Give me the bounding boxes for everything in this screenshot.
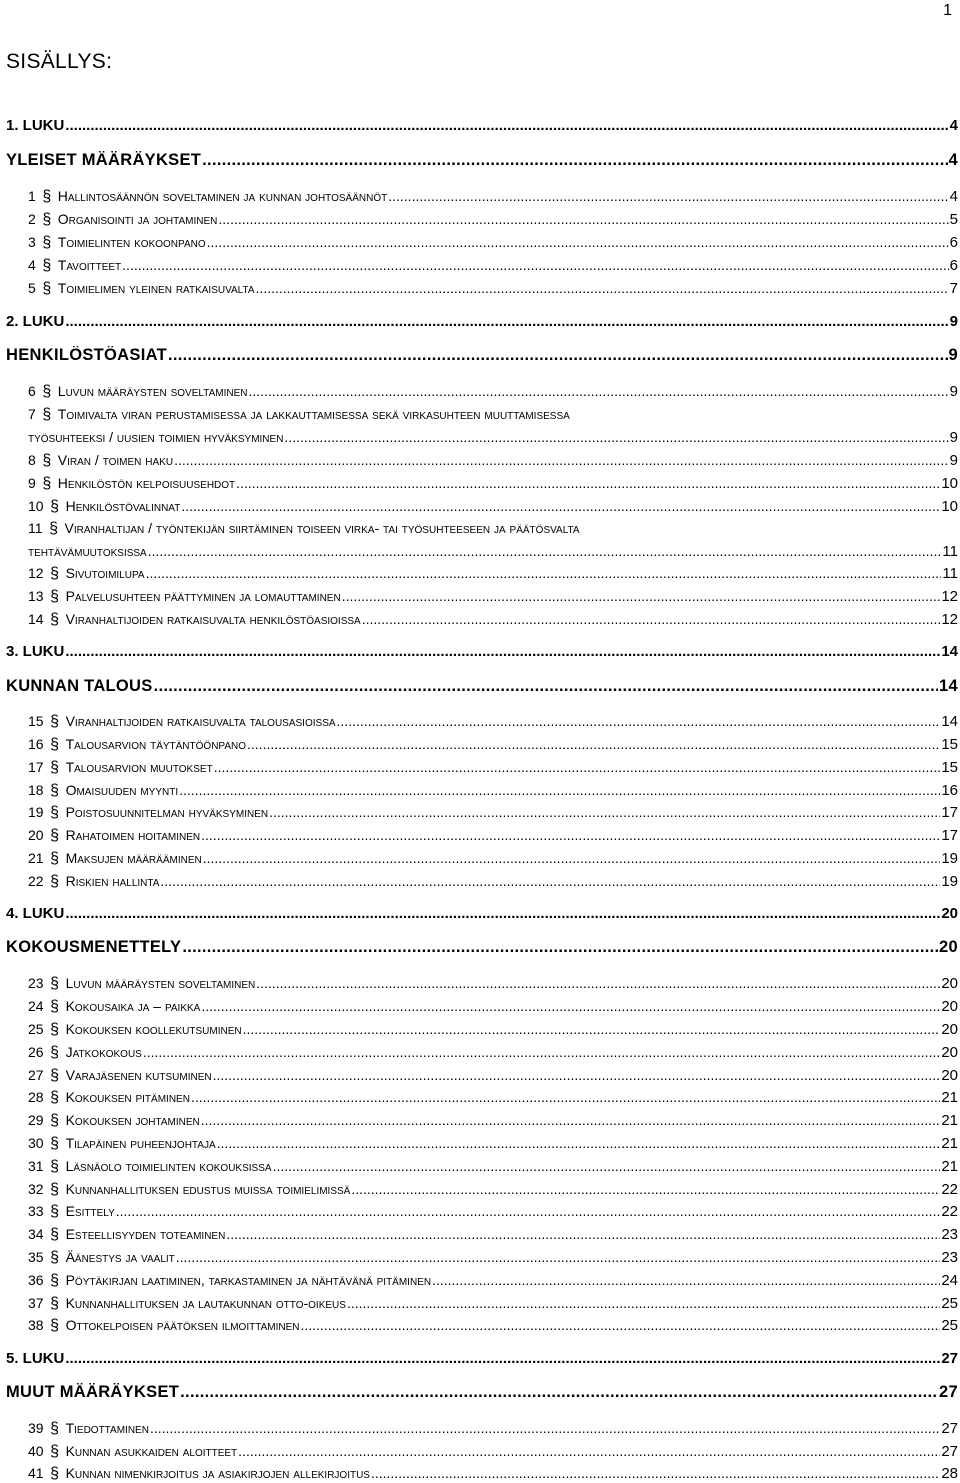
toc-entry[interactable] <box>28 428 958 447</box>
entry-page-number: 17 <box>941 827 958 844</box>
entry-title: Palvelusuhteen päättyminen ja lomauttaminen <box>65 588 341 604</box>
toc-entry[interactable] <box>28 1225 958 1244</box>
section-symbol: § <box>42 406 52 423</box>
entry-page-number: 21 <box>941 1112 958 1129</box>
section-symbol: § <box>50 1067 60 1084</box>
section-symbol: § <box>50 1317 60 1334</box>
entry-page-number: 10 <box>941 498 958 515</box>
section-number: 40 <box>28 1443 44 1459</box>
section-number: 37 <box>28 1295 44 1311</box>
section-symbol: § <box>42 475 52 492</box>
toc-entry[interactable] <box>28 256 958 275</box>
entry-title: 2. LUKU <box>6 313 65 330</box>
entry-title: Henkilöstövalinnat <box>65 498 181 514</box>
dot-leader <box>148 542 942 560</box>
entry-page-number: 16 <box>941 782 958 799</box>
entry-title: Omaisuuden myynti <box>65 782 179 798</box>
entry-page-number: 20 <box>941 905 958 922</box>
dot-leader <box>284 428 948 446</box>
dot-leader <box>179 781 940 799</box>
section-symbol: § <box>50 1443 60 1460</box>
entry-page-number: 20 <box>941 1044 958 1061</box>
entry-title: Kunnanhallituksen ja lautakunnan otto-oikeus <box>65 1295 346 1311</box>
toc-entry[interactable] <box>28 233 958 252</box>
section-symbol: § <box>50 1465 60 1482</box>
entry-title: Maksujen määrääminen <box>65 850 202 866</box>
section-number: 20 <box>28 827 44 843</box>
entry-title: Pöytäkirjan laatiminen, tarkastaminen ja nähtävänä pitäminen <box>65 1272 432 1288</box>
section-symbol: § <box>50 975 60 992</box>
toc-entry[interactable] <box>28 758 958 777</box>
entry-title: Henkilöstön kelpoisuusehdot <box>57 475 236 491</box>
toc-entry[interactable] <box>6 346 958 364</box>
toc-entry[interactable] <box>28 712 958 731</box>
entry-title: Toimielinten kokoonpano <box>57 234 206 250</box>
section-symbol: § <box>50 565 60 582</box>
entry-page-number: 7 <box>949 280 958 297</box>
section-symbol: § <box>50 1249 60 1266</box>
section-symbol: § <box>42 257 52 274</box>
section-symbol: § <box>50 998 60 1015</box>
section-symbol: § <box>50 1044 60 1061</box>
section-symbol: § <box>50 782 60 799</box>
entry-title: Viranhaltijan / työntekijän siirtäminen toiseen virka- tai työsuhteeseen ja päätösvalta <box>64 520 580 536</box>
toc-entry[interactable] <box>28 826 958 845</box>
entry-page-number: 12 <box>941 611 958 628</box>
section-symbol: § <box>42 280 52 297</box>
dot-leader <box>65 313 948 331</box>
section-number: 1 <box>28 188 36 204</box>
entry-page-number: 25 <box>941 1295 958 1312</box>
toc-entry[interactable] <box>28 1294 958 1313</box>
toc-heading: SISÄLLYS: <box>6 50 113 73</box>
dot-leader <box>347 1294 940 1312</box>
section-symbol: § <box>50 1021 60 1038</box>
entry-page-number: 12 <box>941 588 958 605</box>
entry-page-number: 23 <box>941 1226 958 1243</box>
section-number: 14 <box>28 611 44 627</box>
entry-page-number: 19 <box>941 850 958 867</box>
toc-entry[interactable] <box>28 997 958 1016</box>
section-number: 35 <box>28 1249 44 1265</box>
entry-title: Luvun määräysten soveltaminen <box>57 383 248 399</box>
entry-title: Esteellisyyden toteaminen <box>65 1226 226 1242</box>
entry-title: Hallintosäännön soveltaminen ja kunnan johtosäännöt <box>57 188 388 204</box>
entry-page-number: 14 <box>941 713 958 730</box>
toc-entry[interactable] <box>28 803 958 822</box>
section-number: 17 <box>28 759 44 775</box>
section-number: 28 <box>28 1089 44 1105</box>
section-number: 8 <box>28 452 36 468</box>
entry-title: Sivutoimilupa <box>65 565 145 581</box>
dot-leader <box>65 905 940 923</box>
entry-title: Äänestys ja vaalit <box>65 1249 175 1265</box>
dot-leader <box>182 938 938 956</box>
section-number: 7 <box>28 406 36 422</box>
entry-page-number: 15 <box>941 759 958 776</box>
dot-leader <box>300 1316 940 1334</box>
entry-title: Jatkokokous <box>65 1044 142 1060</box>
dot-leader <box>273 1157 941 1175</box>
dot-leader <box>116 1202 941 1220</box>
dot-leader <box>362 610 941 628</box>
entry-title: Organisointi ja johtaminen <box>57 211 218 227</box>
section-number: 9 <box>28 475 36 491</box>
section-symbol: § <box>42 211 52 228</box>
toc-entry[interactable] <box>28 1066 958 1085</box>
section-number: 32 <box>28 1181 44 1197</box>
section-symbol: § <box>50 827 60 844</box>
toc-entry[interactable] <box>6 151 958 169</box>
section-symbol: § <box>50 1112 60 1129</box>
section-symbol: § <box>50 1203 60 1220</box>
entry-title: Riskien hallinta <box>65 873 160 889</box>
entry-page-number: 9 <box>949 313 958 330</box>
dot-leader <box>256 974 940 992</box>
toc-entry[interactable] <box>28 1442 958 1461</box>
dot-leader <box>226 1225 940 1243</box>
entry-page-number: 14 <box>939 677 958 695</box>
section-number: 34 <box>28 1226 44 1242</box>
section-symbol: § <box>50 1158 60 1175</box>
dot-leader <box>213 1066 941 1084</box>
toc-entry[interactable] <box>28 1271 958 1290</box>
entry-title: Kunnan nimenkirjoitus ja asiakirjojen allekirjoitus <box>65 1465 370 1481</box>
section-number: 6 <box>28 383 36 399</box>
section-number: 33 <box>28 1203 44 1219</box>
toc-entry[interactable] <box>28 781 958 800</box>
entry-title: Varajäsenen kutsuminen <box>65 1067 212 1083</box>
dot-leader <box>191 1088 940 1106</box>
toc-entry[interactable] <box>6 938 958 956</box>
section-number: 26 <box>28 1044 44 1060</box>
section-symbol: § <box>50 1420 60 1437</box>
toc-entry[interactable] <box>6 1383 958 1401</box>
entry-title: 3. LUKU <box>6 643 65 660</box>
dot-leader <box>342 587 941 605</box>
entry-title: Talousarvion muutokset <box>65 759 213 775</box>
toc-entry[interactable] <box>28 1248 958 1267</box>
entry-title: YLEISET MÄÄRÄYKSET <box>6 151 202 169</box>
section-number: 29 <box>28 1112 44 1128</box>
toc-entry[interactable] <box>6 1350 958 1368</box>
toc-entry[interactable] <box>28 542 958 561</box>
section-number: 4 <box>28 257 36 273</box>
dot-leader <box>218 210 948 228</box>
entry-page-number: 20 <box>939 938 958 956</box>
page-number: 1 <box>943 2 952 19</box>
section-number: 11 <box>28 520 43 536</box>
entry-title: Toimielimen yleinen ratkaisuvalta <box>57 280 255 296</box>
entry-title: tehtävämuutoksissa <box>28 543 147 559</box>
toc-entry[interactable] <box>28 279 958 298</box>
section-symbol: § <box>50 1181 60 1198</box>
dot-leader <box>248 382 948 400</box>
toc-entry[interactable] <box>28 497 958 516</box>
section-number: 31 <box>28 1158 44 1174</box>
section-number: 25 <box>28 1021 44 1037</box>
entry-title: Kokouksen johtaminen <box>65 1112 200 1128</box>
dot-leader <box>203 849 941 867</box>
entry-title: Kunnan asukkaiden aloitteet <box>65 1443 238 1459</box>
section-number: 27 <box>28 1067 44 1083</box>
entry-page-number: 19 <box>941 873 958 890</box>
toc-entry[interactable] <box>28 1088 958 1107</box>
entry-page-number: 27 <box>941 1420 958 1437</box>
dot-leader <box>154 677 938 695</box>
entry-title: Viranhaltijoiden ratkaisuvalta henkilöstöasioissa <box>65 611 361 627</box>
entry-page-number: 21 <box>941 1158 958 1175</box>
section-symbol: § <box>50 759 60 776</box>
section-symbol: § <box>50 1089 60 1106</box>
toc-entry[interactable] <box>28 849 958 868</box>
entry-title: Ottokelpoisen päätöksen ilmoittaminen <box>65 1317 300 1333</box>
toc-entry[interactable] <box>28 210 958 229</box>
toc-entry[interactable] <box>28 1419 958 1438</box>
entry-page-number: 27 <box>939 1383 958 1401</box>
section-number: 38 <box>28 1317 44 1333</box>
toc-entry[interactable] <box>28 1464 958 1483</box>
entry-page-number: 23 <box>941 1249 958 1266</box>
entry-page-number: 4 <box>948 151 958 169</box>
entry-page-number: 14 <box>941 643 958 660</box>
entry-page-number: 28 <box>941 1465 958 1482</box>
dot-leader <box>146 564 942 582</box>
section-number: 21 <box>28 850 44 866</box>
section-symbol: § <box>50 611 60 628</box>
entry-title: 4. LUKU <box>6 905 65 922</box>
section-number: 5 <box>28 280 36 296</box>
section-number: 23 <box>28 975 44 991</box>
entry-page-number: 6 <box>949 234 958 251</box>
section-symbol: § <box>50 1295 60 1312</box>
entry-title: HENKILÖSTÖASIAT <box>6 346 167 364</box>
section-symbol: § <box>42 383 52 400</box>
section-number: 39 <box>28 1420 44 1436</box>
dot-leader <box>174 451 949 469</box>
section-number: 15 <box>28 713 44 729</box>
entry-page-number: 9 <box>949 429 958 446</box>
section-symbol: § <box>50 850 60 867</box>
entry-page-number: 22 <box>941 1203 958 1220</box>
entry-page-number: 21 <box>941 1089 958 1106</box>
dot-leader <box>160 872 940 890</box>
entry-page-number: 24 <box>941 1272 958 1289</box>
entry-title: Toimivalta viran perustamisessa ja lakkauttamisessa sekä virkasuhteen muuttamisessa <box>57 406 570 422</box>
entry-page-number: 9 <box>948 346 958 364</box>
toc-entry[interactable] <box>28 1316 958 1335</box>
section-symbol: § <box>50 1226 60 1243</box>
toc-entry[interactable] <box>28 974 958 993</box>
section-number: 10 <box>28 498 44 514</box>
dot-leader <box>388 187 948 205</box>
entry-page-number: 6 <box>949 257 958 274</box>
toc-entry[interactable] <box>6 117 958 135</box>
entry-page-number: 20 <box>941 975 958 992</box>
toc-entry[interactable] <box>6 643 958 661</box>
toc-entry[interactable] <box>28 474 958 493</box>
section-number: 41 <box>28 1465 44 1481</box>
entry-title: Kokouksen koollekutsuminen <box>65 1021 242 1037</box>
entry-page-number: 11 <box>942 543 958 560</box>
entry-title: Tiedottaminen <box>65 1420 149 1436</box>
entry-title: Läsnäolo toimielinten kokouksissa <box>65 1158 272 1174</box>
section-symbol: § <box>42 188 52 205</box>
entry-page-number: 15 <box>941 736 958 753</box>
entry-page-number: 21 <box>941 1135 958 1152</box>
dot-leader <box>180 1383 938 1401</box>
entry-page-number: 25 <box>941 1317 958 1334</box>
entry-page-number: 17 <box>941 804 958 821</box>
toc-entry[interactable] <box>28 382 958 401</box>
entry-title: Kokouksen pitäminen <box>65 1089 190 1105</box>
entry-title: Viranhaltijoiden ratkaisuvalta talousasioissa <box>65 713 336 729</box>
entry-title: Kunnanhallituksen edustus muissa toimielimissä <box>65 1181 351 1197</box>
entry-page-number: 22 <box>941 1181 958 1198</box>
toc-entry[interactable] <box>28 1157 958 1176</box>
section-number: 36 <box>28 1272 44 1288</box>
section-symbol: § <box>50 498 60 515</box>
entry-page-number: 4 <box>949 117 958 134</box>
toc-entry[interactable] <box>28 187 958 206</box>
entry-title: Kokousaika ja – paikka <box>65 998 201 1014</box>
toc-entry[interactable] <box>28 1111 958 1130</box>
toc-entry[interactable] <box>28 1020 958 1039</box>
section-number: 18 <box>28 782 44 798</box>
dot-leader <box>238 1442 940 1460</box>
entry-page-number: 27 <box>941 1443 958 1460</box>
section-symbol: § <box>50 1272 60 1289</box>
section-number: 22 <box>28 873 44 889</box>
toc-entry[interactable] <box>28 1043 958 1062</box>
dot-leader <box>168 346 948 364</box>
entry-title: Esittely <box>65 1203 115 1219</box>
dot-leader <box>214 758 941 776</box>
toc-entry[interactable] <box>28 1180 958 1199</box>
dot-leader <box>243 1020 941 1038</box>
entry-page-number: 11 <box>942 565 958 582</box>
toc-entry[interactable] <box>28 735 958 754</box>
entry-title: 1. LUKU <box>6 117 65 134</box>
entry-title: Talousarvion täytäntöönpano <box>65 736 247 752</box>
dot-leader <box>217 1134 941 1152</box>
entry-title: Viran / toimen haku <box>57 452 174 468</box>
dot-leader <box>176 1248 941 1266</box>
dot-leader <box>247 735 940 753</box>
entry-title: Tilapäinen puheenjohtaja <box>65 1135 216 1151</box>
dot-leader <box>337 712 941 730</box>
dot-leader <box>202 151 947 169</box>
entry-title: 5. LUKU <box>6 1350 65 1367</box>
toc-entry[interactable] <box>28 451 958 470</box>
entry-page-number: 5 <box>949 211 958 228</box>
entry-title: työsuhteeksi / uusien toimien hyväksyminen <box>28 429 284 445</box>
entry-title: Rahatoimen hoitaminen <box>65 827 201 843</box>
entry-title: Tavoitteet <box>57 257 122 273</box>
toc-entry[interactable] <box>6 313 958 331</box>
toc-entry[interactable] <box>6 677 958 695</box>
toc-entry[interactable] <box>28 405 958 424</box>
dot-leader <box>201 1111 941 1129</box>
dot-leader <box>181 497 940 515</box>
entry-page-number: 20 <box>941 1067 958 1084</box>
entry-title: Poistosuunnitelman hyväksyminen <box>65 804 269 820</box>
section-symbol: § <box>50 713 60 730</box>
dot-leader <box>371 1464 940 1482</box>
section-number: 24 <box>28 998 44 1014</box>
entry-page-number: 4 <box>949 188 958 205</box>
entry-page-number: 10 <box>941 475 958 492</box>
dot-leader <box>201 997 940 1015</box>
section-symbol: § <box>50 736 60 753</box>
section-number: 12 <box>28 565 44 581</box>
entry-page-number: 20 <box>941 998 958 1015</box>
entry-page-number: 20 <box>941 1021 958 1038</box>
toc-entry[interactable] <box>28 610 958 629</box>
entry-title: Luvun määräysten soveltaminen <box>65 975 256 991</box>
dot-leader <box>207 233 949 251</box>
section-number: 19 <box>28 804 44 820</box>
dot-leader <box>150 1419 940 1437</box>
section-symbol: § <box>50 588 60 605</box>
entry-title: KOKOUSMENETTELY <box>6 938 182 956</box>
dot-leader <box>65 643 940 661</box>
section-number: 13 <box>28 588 44 604</box>
section-symbol: § <box>42 234 52 251</box>
toc-entry[interactable] <box>28 872 958 891</box>
toc-entry[interactable] <box>28 1134 958 1153</box>
dot-leader <box>269 803 940 821</box>
toc-entry[interactable] <box>28 519 958 538</box>
dot-leader <box>122 256 948 274</box>
section-symbol: § <box>42 452 52 469</box>
dot-leader <box>432 1271 940 1289</box>
section-symbol: § <box>50 1135 60 1152</box>
toc-entry[interactable] <box>6 905 958 923</box>
dot-leader <box>143 1043 940 1061</box>
entry-page-number: 27 <box>941 1350 958 1367</box>
section-symbol: § <box>50 804 60 821</box>
dot-leader <box>256 279 949 297</box>
dot-leader <box>65 1350 940 1368</box>
entry-page-number: 9 <box>949 452 958 469</box>
toc-entry[interactable] <box>28 564 958 583</box>
section-symbol: § <box>50 873 60 890</box>
section-number: 3 <box>28 234 36 250</box>
section-number: 16 <box>28 736 44 752</box>
dot-leader <box>351 1180 940 1198</box>
dot-leader <box>236 474 940 492</box>
toc-entry[interactable] <box>28 1202 958 1221</box>
entry-title: KUNNAN TALOUS <box>6 677 153 695</box>
section-number: 2 <box>28 211 36 227</box>
dot-leader <box>65 117 948 135</box>
section-number: 30 <box>28 1135 44 1151</box>
section-symbol: § <box>49 520 58 537</box>
dot-leader <box>201 826 940 844</box>
entry-page-number: 9 <box>949 383 958 400</box>
entry-title: MUUT MÄÄRÄYKSET <box>6 1383 180 1401</box>
toc-entry[interactable] <box>28 587 958 606</box>
